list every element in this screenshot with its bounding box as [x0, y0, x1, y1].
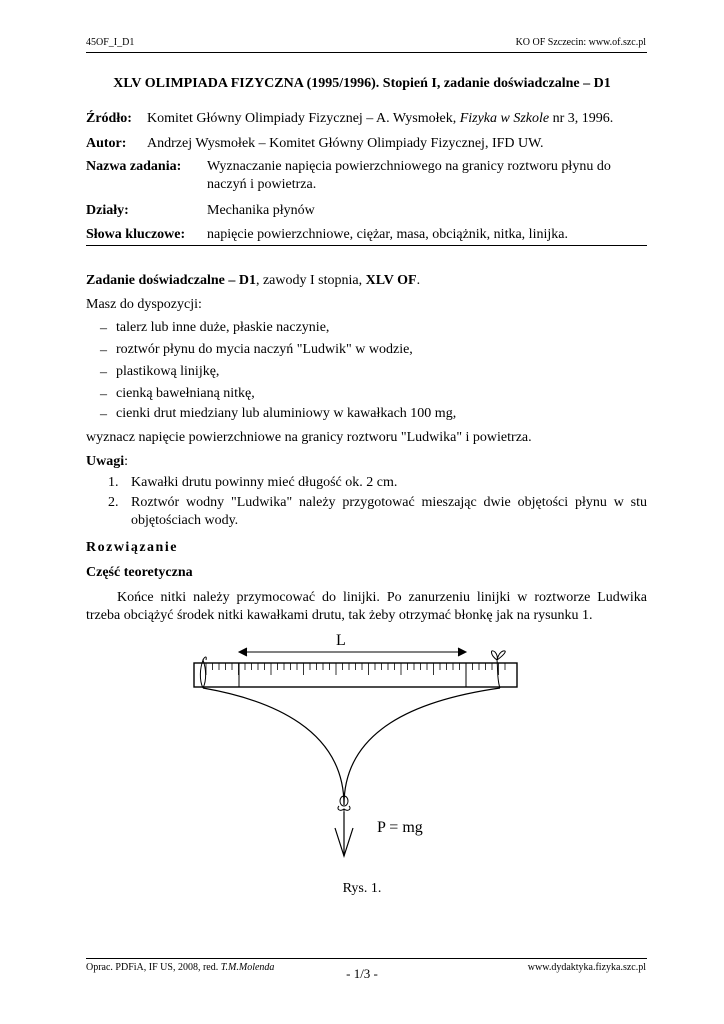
footer-rule — [86, 958, 647, 959]
footer-website: www.dydaktyka.fizyka.szc.pl — [527, 962, 646, 973]
note-number: 1. — [108, 475, 119, 490]
list-item: plastikową linijkę, — [116, 364, 220, 379]
length-dimension-arrow — [239, 648, 466, 656]
source-text: Komitet Główny Olimpiady Fizycznej – A. Wysmołek, Fizyka w Szkole nr 3, 1996. — [147, 111, 614, 126]
note-number: 2. — [108, 495, 119, 510]
task-name-line1: Wyznaczanie napięcia powierzchniowego na granicy roztworu płynu do — [207, 159, 611, 174]
list-dash: – — [100, 387, 107, 402]
keywords-label: Słowa kluczowe: — [86, 227, 186, 242]
solution-paragraph-line1: Końce nitki należy przymocować do linijki. Po zanurzeniu linijki w roztworze Ludwika — [117, 590, 647, 605]
list-dash: – — [100, 321, 107, 336]
task-intro: Masz do dyspozycji: — [86, 297, 202, 312]
keywords-text: napięcie powierzchniowe, ciężar, masa, obciążnik, nitka, linijka. — [207, 227, 568, 242]
task-name-line2: naczyń i powietrza. — [207, 177, 317, 192]
figure-caption: Rys. 1. — [342, 881, 382, 896]
solution-heading: Rozwiązanie — [86, 540, 178, 555]
list-item: cienką bawełnianą nitkę, — [116, 386, 255, 401]
list-dash: – — [100, 343, 107, 358]
note-text: Kawałki drutu powinny mieć długość ok. 2 cm. — [131, 475, 398, 490]
header-doc-id: 45OF_I_D1 — [86, 37, 135, 48]
length-label: L — [336, 632, 346, 649]
sections-label: Działy: — [86, 203, 129, 218]
list-item: cienki drut miedziany lub aluminiowy w kawałkach 100 mg, — [116, 406, 457, 421]
header-source: KO OF Szczecin: www.of.szc.pl — [515, 37, 646, 48]
task-name-label: Nazwa zadania: — [86, 159, 182, 174]
force-label: P = mg — [377, 819, 423, 836]
force-arrow — [335, 812, 353, 856]
note-text-line2: objętościach wody. — [131, 513, 239, 528]
list-item: roztwór płynu do mycia naczyń "Ludwik" w wodzie, — [116, 342, 413, 357]
author-label: Autor: — [86, 136, 127, 151]
notes-label: Uwagi: — [86, 454, 129, 469]
author-text: Andrzej Wysmołek – Komitet Główny Olimpiady Fizycznej, IFD UW. — [147, 136, 544, 151]
sections-text: Mechanika płynów — [207, 203, 315, 218]
page-title: XLV OLIMPIADA FIZYCZNA (1995/1996). Stopień I, zadanie doświadczalne – D1 — [113, 76, 611, 91]
list-dash: – — [100, 407, 107, 422]
list-item: talerz lub inne duże, płaskie naczynie, — [116, 320, 330, 335]
note-text-line1: Roztwór wodny "Ludwika" należy przygotować mieszając dwie objętości płynu w stu — [131, 495, 647, 510]
list-dash: – — [100, 365, 107, 380]
page-number: - 1/3 - — [346, 966, 378, 981]
solution-paragraph-line2: trzeba obciążyć środek nitki kawałkami drutu, tak żeby otrzymać błonkę jak na rysunku 1. — [86, 608, 593, 623]
thread-curve — [203, 688, 500, 805]
task-instruction: wyznacz napięcie powierzchniowe na granicy roztworu "Ludwika" i powietrza. — [86, 430, 532, 445]
source-label: Źródło: — [86, 111, 132, 126]
footer-credit: Oprac. PDFiA, IF US, 2008, red. T.M.Molenda — [86, 962, 275, 973]
solution-subheading: Część teoretyczna — [86, 565, 193, 580]
task-heading: Zadanie doświadczalne – D1, zawody I stopnia, XLV OF. — [86, 273, 421, 288]
